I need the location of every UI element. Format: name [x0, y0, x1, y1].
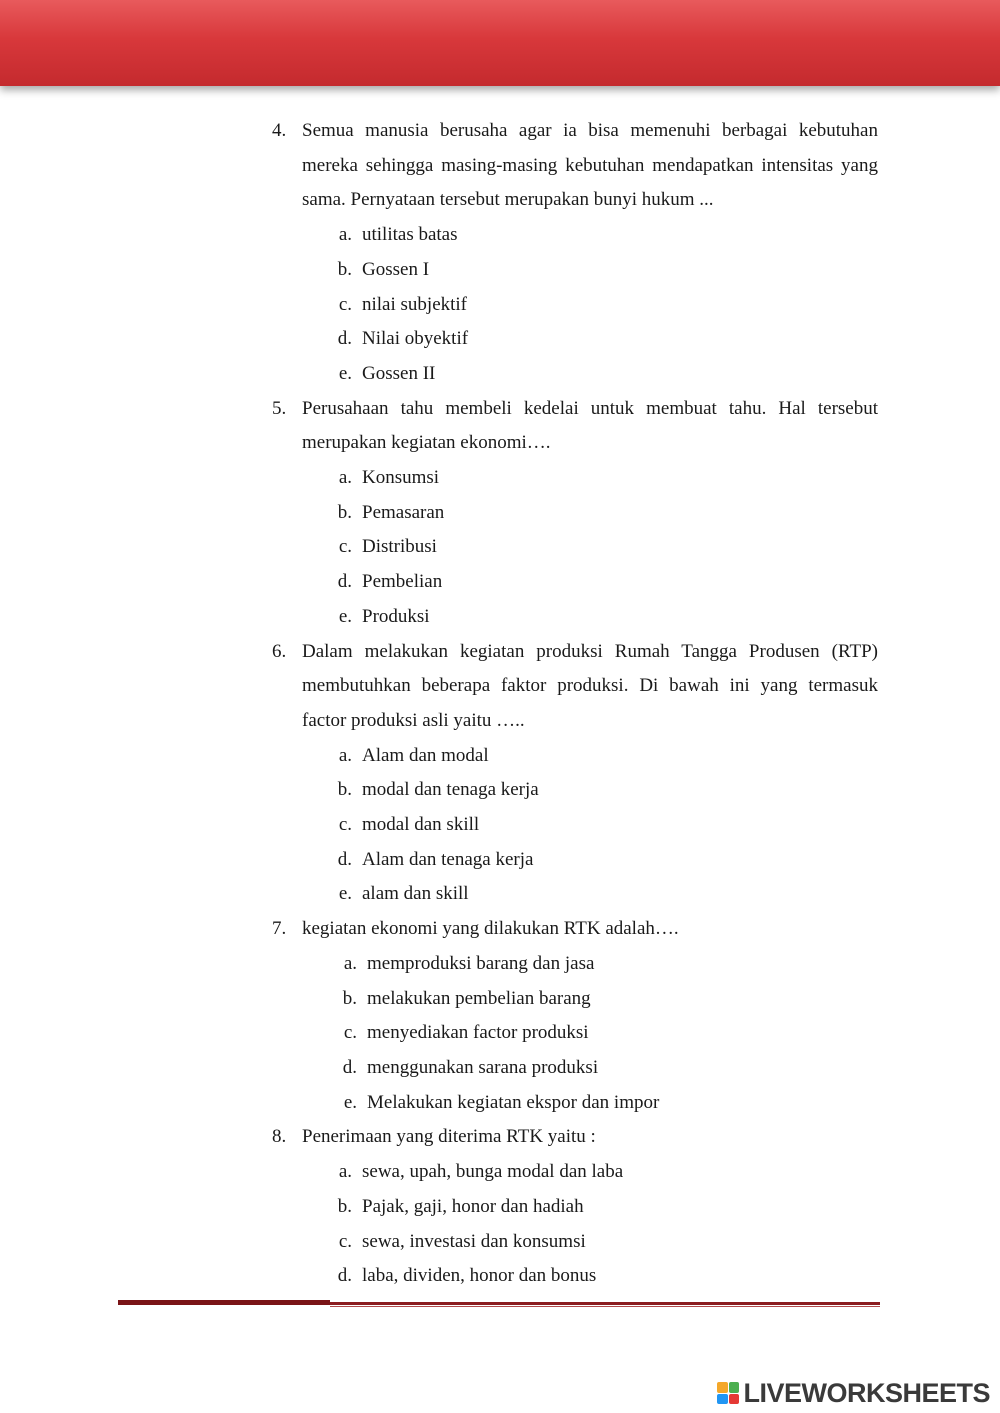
- option-letter: c.: [338, 814, 352, 836]
- option-b[interactable]: [302, 773, 878, 808]
- option-letter: a.: [343, 952, 357, 974]
- option-b[interactable]: [302, 496, 878, 531]
- option-text: menggunakan sarana produksi: [367, 1056, 599, 1078]
- option-text: alam dan skill: [362, 883, 469, 905]
- question-8: [272, 1120, 878, 1294]
- option-letter: a.: [338, 467, 352, 489]
- option-text: Melakukan kegiatan ekspor dan impor: [367, 1091, 660, 1113]
- option-letter: c.: [338, 1230, 352, 1252]
- option-letter: e.: [338, 883, 352, 905]
- question-number: 6.: [272, 640, 287, 662]
- question-5: [272, 392, 878, 635]
- option-a[interactable]: [302, 461, 878, 496]
- logo-square-2: [729, 1382, 740, 1393]
- option-text: Distribusi: [362, 536, 437, 558]
- option-letter: b.: [337, 779, 352, 801]
- option-letter: a.: [338, 744, 352, 766]
- option-e[interactable]: [302, 600, 878, 635]
- option-list: [302, 461, 878, 635]
- option-b[interactable]: [302, 253, 878, 288]
- logo-square-3: [717, 1394, 728, 1405]
- option-d[interactable]: [302, 843, 878, 878]
- option-letter: e.: [338, 362, 352, 384]
- option-d[interactable]: [302, 565, 878, 600]
- option-letter: e.: [343, 1091, 357, 1113]
- option-letter: b.: [337, 1195, 352, 1217]
- option-letter: b.: [337, 501, 352, 523]
- question-number: 4.: [272, 120, 287, 141]
- option-letter: d.: [337, 571, 352, 593]
- option-text: memproduksi barang dan jasa: [367, 952, 595, 974]
- option-letter: d.: [337, 328, 352, 350]
- footer-divider-thin: [330, 1306, 880, 1307]
- option-c[interactable]: [302, 808, 878, 843]
- option-c[interactable]: [302, 530, 878, 565]
- option-letter: d.: [337, 1265, 352, 1287]
- option-list: [302, 1155, 878, 1294]
- option-c[interactable]: [302, 288, 878, 323]
- option-a[interactable]: [302, 947, 878, 982]
- option-b[interactable]: [302, 982, 878, 1017]
- option-text: Pemasaran: [362, 501, 445, 523]
- option-text: Gossen II: [362, 362, 436, 384]
- option-letter: a.: [338, 1161, 352, 1183]
- brand-name: LIVEWORKSHEETS: [743, 1377, 990, 1408]
- option-a[interactable]: [302, 218, 878, 253]
- question-4: [272, 114, 878, 392]
- option-letter: d.: [337, 848, 352, 870]
- option-e[interactable]: [302, 357, 878, 392]
- option-text: sewa, investasi dan konsumsi: [362, 1230, 586, 1252]
- option-d[interactable]: [302, 1051, 878, 1086]
- option-e[interactable]: [302, 877, 878, 912]
- question-number: 8.: [272, 1126, 287, 1148]
- question-text: Perusahaan tahu membeli kedelai untuk membuat tahu. Hal tersebut merupakan kegiatan ekonomi….: [302, 397, 878, 454]
- question-list: [272, 114, 878, 1294]
- option-text: laba, dividen, honor dan bonus: [362, 1265, 597, 1287]
- option-letter: a.: [338, 224, 352, 246]
- option-text: Alam dan modal: [362, 744, 489, 766]
- option-letter: b.: [342, 987, 357, 1009]
- question-text: Semua manusia berusaha agar ia bisa memenuhi berbagai kebutuhan mereka sehingga masing-masing kebutuhan mendapatkan intensitas yang sama. Pernyataan tersebut merupakan bunyi hukum ...: [302, 120, 878, 211]
- option-text: melakukan pembelian barang: [367, 987, 591, 1009]
- option-letter: c.: [343, 1022, 357, 1044]
- option-text: Gossen I: [362, 258, 430, 280]
- question-number: 7.: [272, 918, 287, 940]
- option-text: Nilai obyektif: [362, 328, 469, 350]
- liveworksheets-brand[interactable]: [717, 1379, 990, 1407]
- question-6: [272, 635, 878, 913]
- option-text: Produksi: [362, 605, 430, 627]
- question-number: 5.: [272, 397, 287, 419]
- option-c[interactable]: [302, 1225, 878, 1260]
- option-text: menyediakan factor produksi: [367, 1022, 589, 1044]
- option-text: Konsumsi: [362, 467, 440, 489]
- option-letter: b.: [337, 258, 352, 280]
- option-text: nilai subjektif: [362, 293, 468, 315]
- liveworksheets-logo-icon: [717, 1382, 739, 1404]
- option-text: modal dan skill: [362, 814, 480, 836]
- option-letter: e.: [338, 605, 352, 627]
- option-a[interactable]: [302, 739, 878, 774]
- logo-square-4: [729, 1394, 740, 1405]
- question-text: Dalam melakukan kegiatan produksi Rumah Tangga Produsen (RTP) membutuhkan beberapa faktor produksi. Di bawah ini yang termasuk factor produksi asli yaitu …..: [302, 640, 878, 731]
- option-text: Pembelian: [362, 571, 443, 593]
- option-d[interactable]: [302, 322, 878, 357]
- option-text: sewa, upah, bunga modal dan laba: [362, 1161, 624, 1183]
- question-7: [272, 912, 878, 1120]
- option-letter: d.: [342, 1056, 357, 1078]
- question-text: Penerimaan yang diterima RTK yaitu :: [302, 1126, 596, 1148]
- option-a[interactable]: [302, 1155, 878, 1190]
- footer-divider-accent: [118, 1300, 330, 1305]
- option-text: utilitas batas: [362, 224, 458, 246]
- question-text: kegiatan ekonomi yang dilakukan RTK adalah….: [302, 918, 679, 940]
- option-d[interactable]: [302, 1259, 878, 1294]
- option-list: [302, 739, 878, 913]
- option-e[interactable]: [302, 1086, 878, 1121]
- option-text: Alam dan tenaga kerja: [362, 848, 534, 870]
- header-banner: [0, 0, 1000, 86]
- logo-square-1: [717, 1382, 728, 1393]
- option-c[interactable]: [302, 1016, 878, 1051]
- option-text: modal dan tenaga kerja: [362, 779, 539, 801]
- option-b[interactable]: [302, 1190, 878, 1225]
- option-letter: c.: [338, 293, 352, 315]
- option-text: Pajak, gaji, honor dan hadiah: [362, 1195, 584, 1217]
- option-list: [302, 218, 878, 392]
- option-letter: c.: [338, 536, 352, 558]
- option-list: [302, 947, 878, 1121]
